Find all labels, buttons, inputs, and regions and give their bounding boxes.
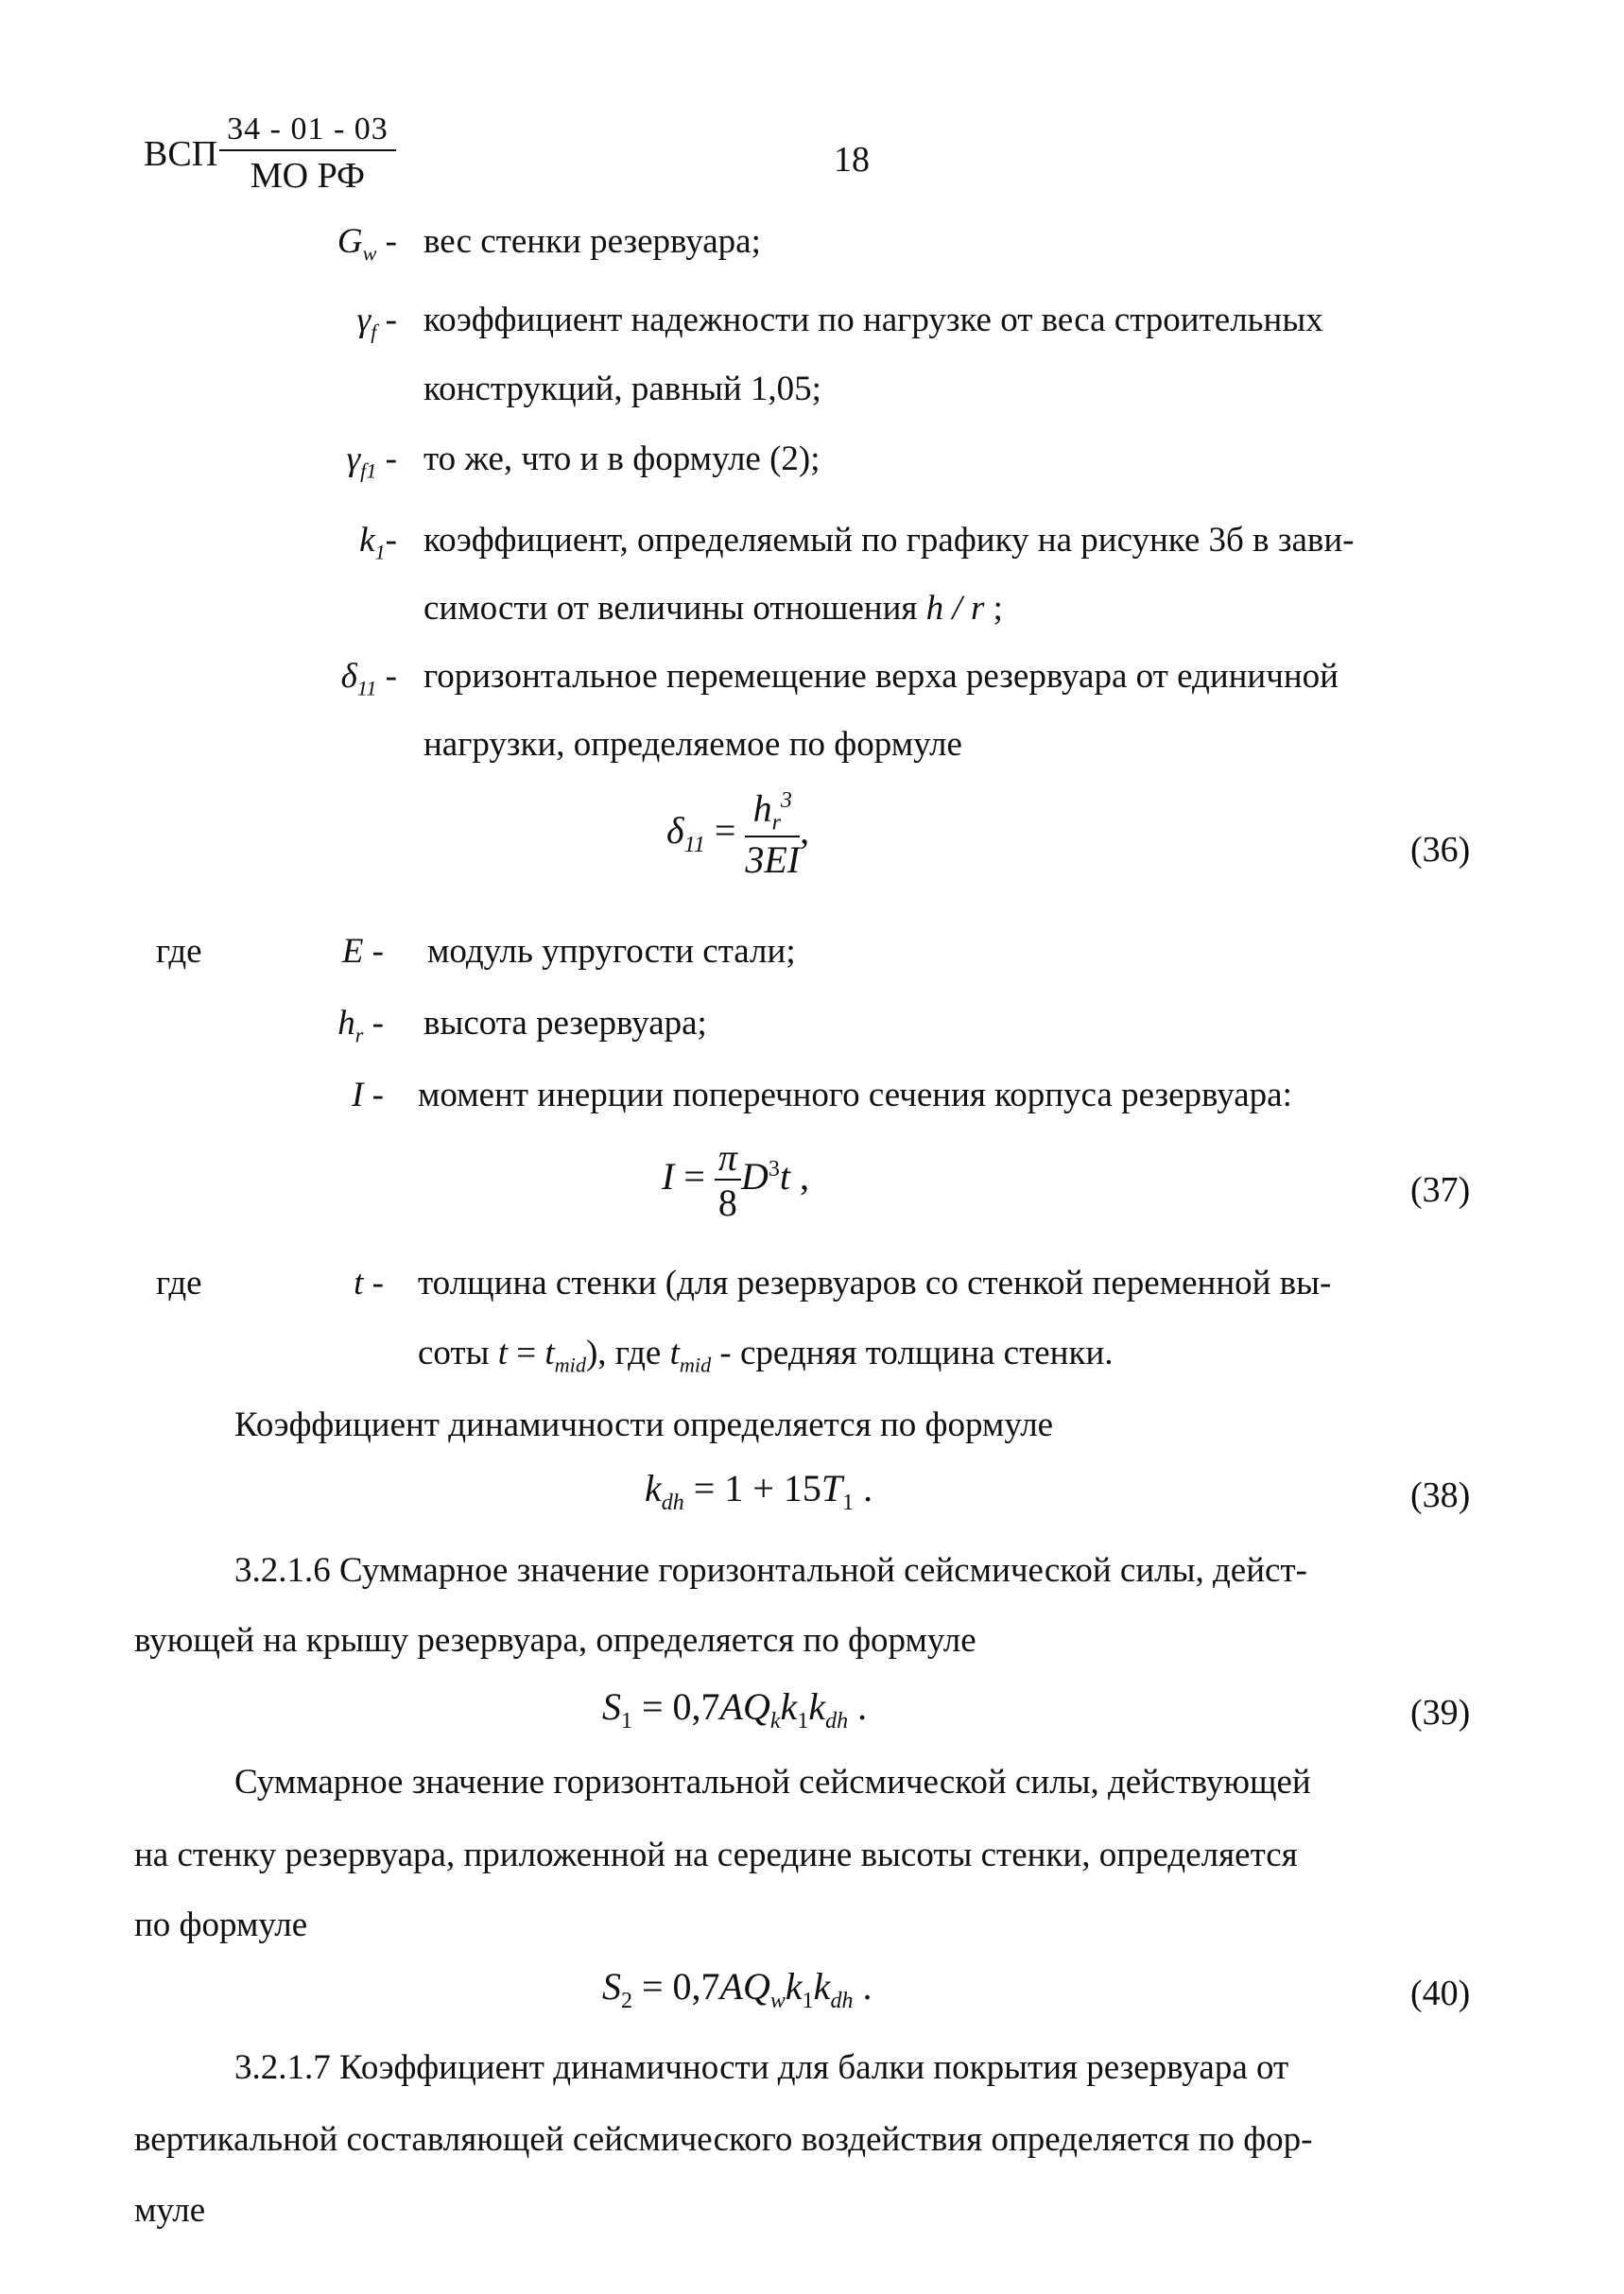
def-symbol-gamma-f1: $\gamma_{f1}$ -	[346, 440, 397, 483]
eq37-fraction: $\frac{\pi}{8}$	[715, 1139, 741, 1222]
document-code-denominator: МО РФ	[250, 156, 366, 196]
equation-38: $k_{dh} = 1 + 15T_1$ .	[645, 1467, 873, 1515]
def-text-k1-cont: симости от величины отношения h / r ;	[423, 589, 1003, 628]
def-text-delta11-cont: нагрузки, определяемое по формуле	[423, 725, 962, 764]
page-number: 18	[834, 140, 870, 180]
def-text-hr: высота резервуара;	[423, 1004, 707, 1043]
paragraph-3216-line1: 3.2.1.6 Суммарное значение горизонтальной сейсмической силы, дейст-	[234, 1551, 1307, 1590]
def-symbol-delta11: $\delta_{11}$ -	[340, 657, 397, 700]
def-text-t-cont: соты $t = t_{mid}$), где $t_{mid}$ - средняя толщина стенки.	[418, 1334, 1114, 1377]
def-text-k1: коэффициент, определяемый по графику на рисунке 3б в зави-	[423, 521, 1355, 560]
def-text-gw: вес стенки резервуара;	[423, 222, 761, 261]
paragraph-s2-line1: Суммарное значение горизонтальной сейсмической силы, действующей	[234, 1763, 1311, 1802]
def-symbol-k1: $k_1-$	[359, 521, 397, 564]
equation-37-number: (37)	[1410, 1170, 1471, 1210]
paragraph-3216-line2: вующей на крышу резервуара, определяется по формуле	[134, 1621, 976, 1660]
def-symbol-hr: $h_r$ -	[337, 1004, 384, 1047]
def-text-t: толщина стенки (для резервуаров со стенкой переменной вы-	[418, 1264, 1332, 1302]
def-symbol-gw: $G_w$ -	[337, 222, 397, 266]
def-text-gamma-f1: то же, что и в формуле (2);	[423, 440, 821, 478]
where-label-1: где	[156, 932, 202, 971]
equation-38-number: (38)	[1410, 1475, 1471, 1515]
where-label-2: где	[156, 1264, 202, 1302]
equation-36-number: (36)	[1410, 830, 1471, 870]
paragraph-dynamic-coefficient: Коэффициент динамичности определяется по формуле	[234, 1406, 1054, 1444]
paragraph-s2-line2: на стенку резервуара, приложенной на середине высоты стенки, определяется	[134, 1836, 1298, 1874]
def-text-i: момент инерции поперечного сечения корпуса резервуара:	[418, 1076, 1292, 1114]
def-symbol-t: t -	[354, 1264, 384, 1302]
paragraph-3217-line1: 3.2.1.7 Коэффициент динамичности для балки покрытия резервуара от	[234, 2048, 1289, 2087]
document-code-fraction	[219, 112, 396, 197]
equation-39: $S_1 = 0,7AQ_kk_1k_{dh}$ .	[602, 1685, 868, 1733]
document-code-numerator: 34 - 01 - 03	[219, 112, 396, 151]
equation-40-number: (40)	[1410, 1974, 1471, 2013]
def-text-gamma-f: коэффициент надежности по нагрузке от веса строительных	[423, 301, 1323, 339]
def-symbol-gamma-f: $\gamma_f$ -	[356, 301, 397, 344]
equation-40: $S_2 = 0,7AQ_wk_1k_{dh}$ .	[602, 1965, 872, 2013]
def-symbol-i: I -	[352, 1076, 384, 1114]
paragraph-3217-line2: вертикальной составляющей сейсмического воздействия определяется по фор-	[134, 2120, 1313, 2159]
equation-36: $\delta_{11}$ = $\frac{h_r^3}{3EI}$ ,	[666, 786, 810, 882]
document-code	[144, 112, 396, 197]
equation-39-number: (39)	[1410, 1693, 1471, 1733]
def-text-gamma-f-cont: конструкций, равный 1,05;	[423, 370, 821, 408]
def-text-e: модуль упругости стали;	[427, 932, 796, 971]
document-code-prefix: ВСП	[144, 134, 218, 174]
eq36-fraction: $\frac{h_r^3}{3EI}$	[745, 786, 801, 882]
def-symbol-e: E -	[341, 932, 384, 971]
paragraph-s2-line3: по формуле	[134, 1906, 308, 1944]
equation-37: I = $\frac{\pi}{8}$ $D^3t$ ,	[662, 1136, 809, 1224]
def-text-delta11: горизонтальное перемещение верха резервуара от единичной	[423, 657, 1339, 696]
paragraph-3217-line3: муле	[134, 2191, 206, 2230]
